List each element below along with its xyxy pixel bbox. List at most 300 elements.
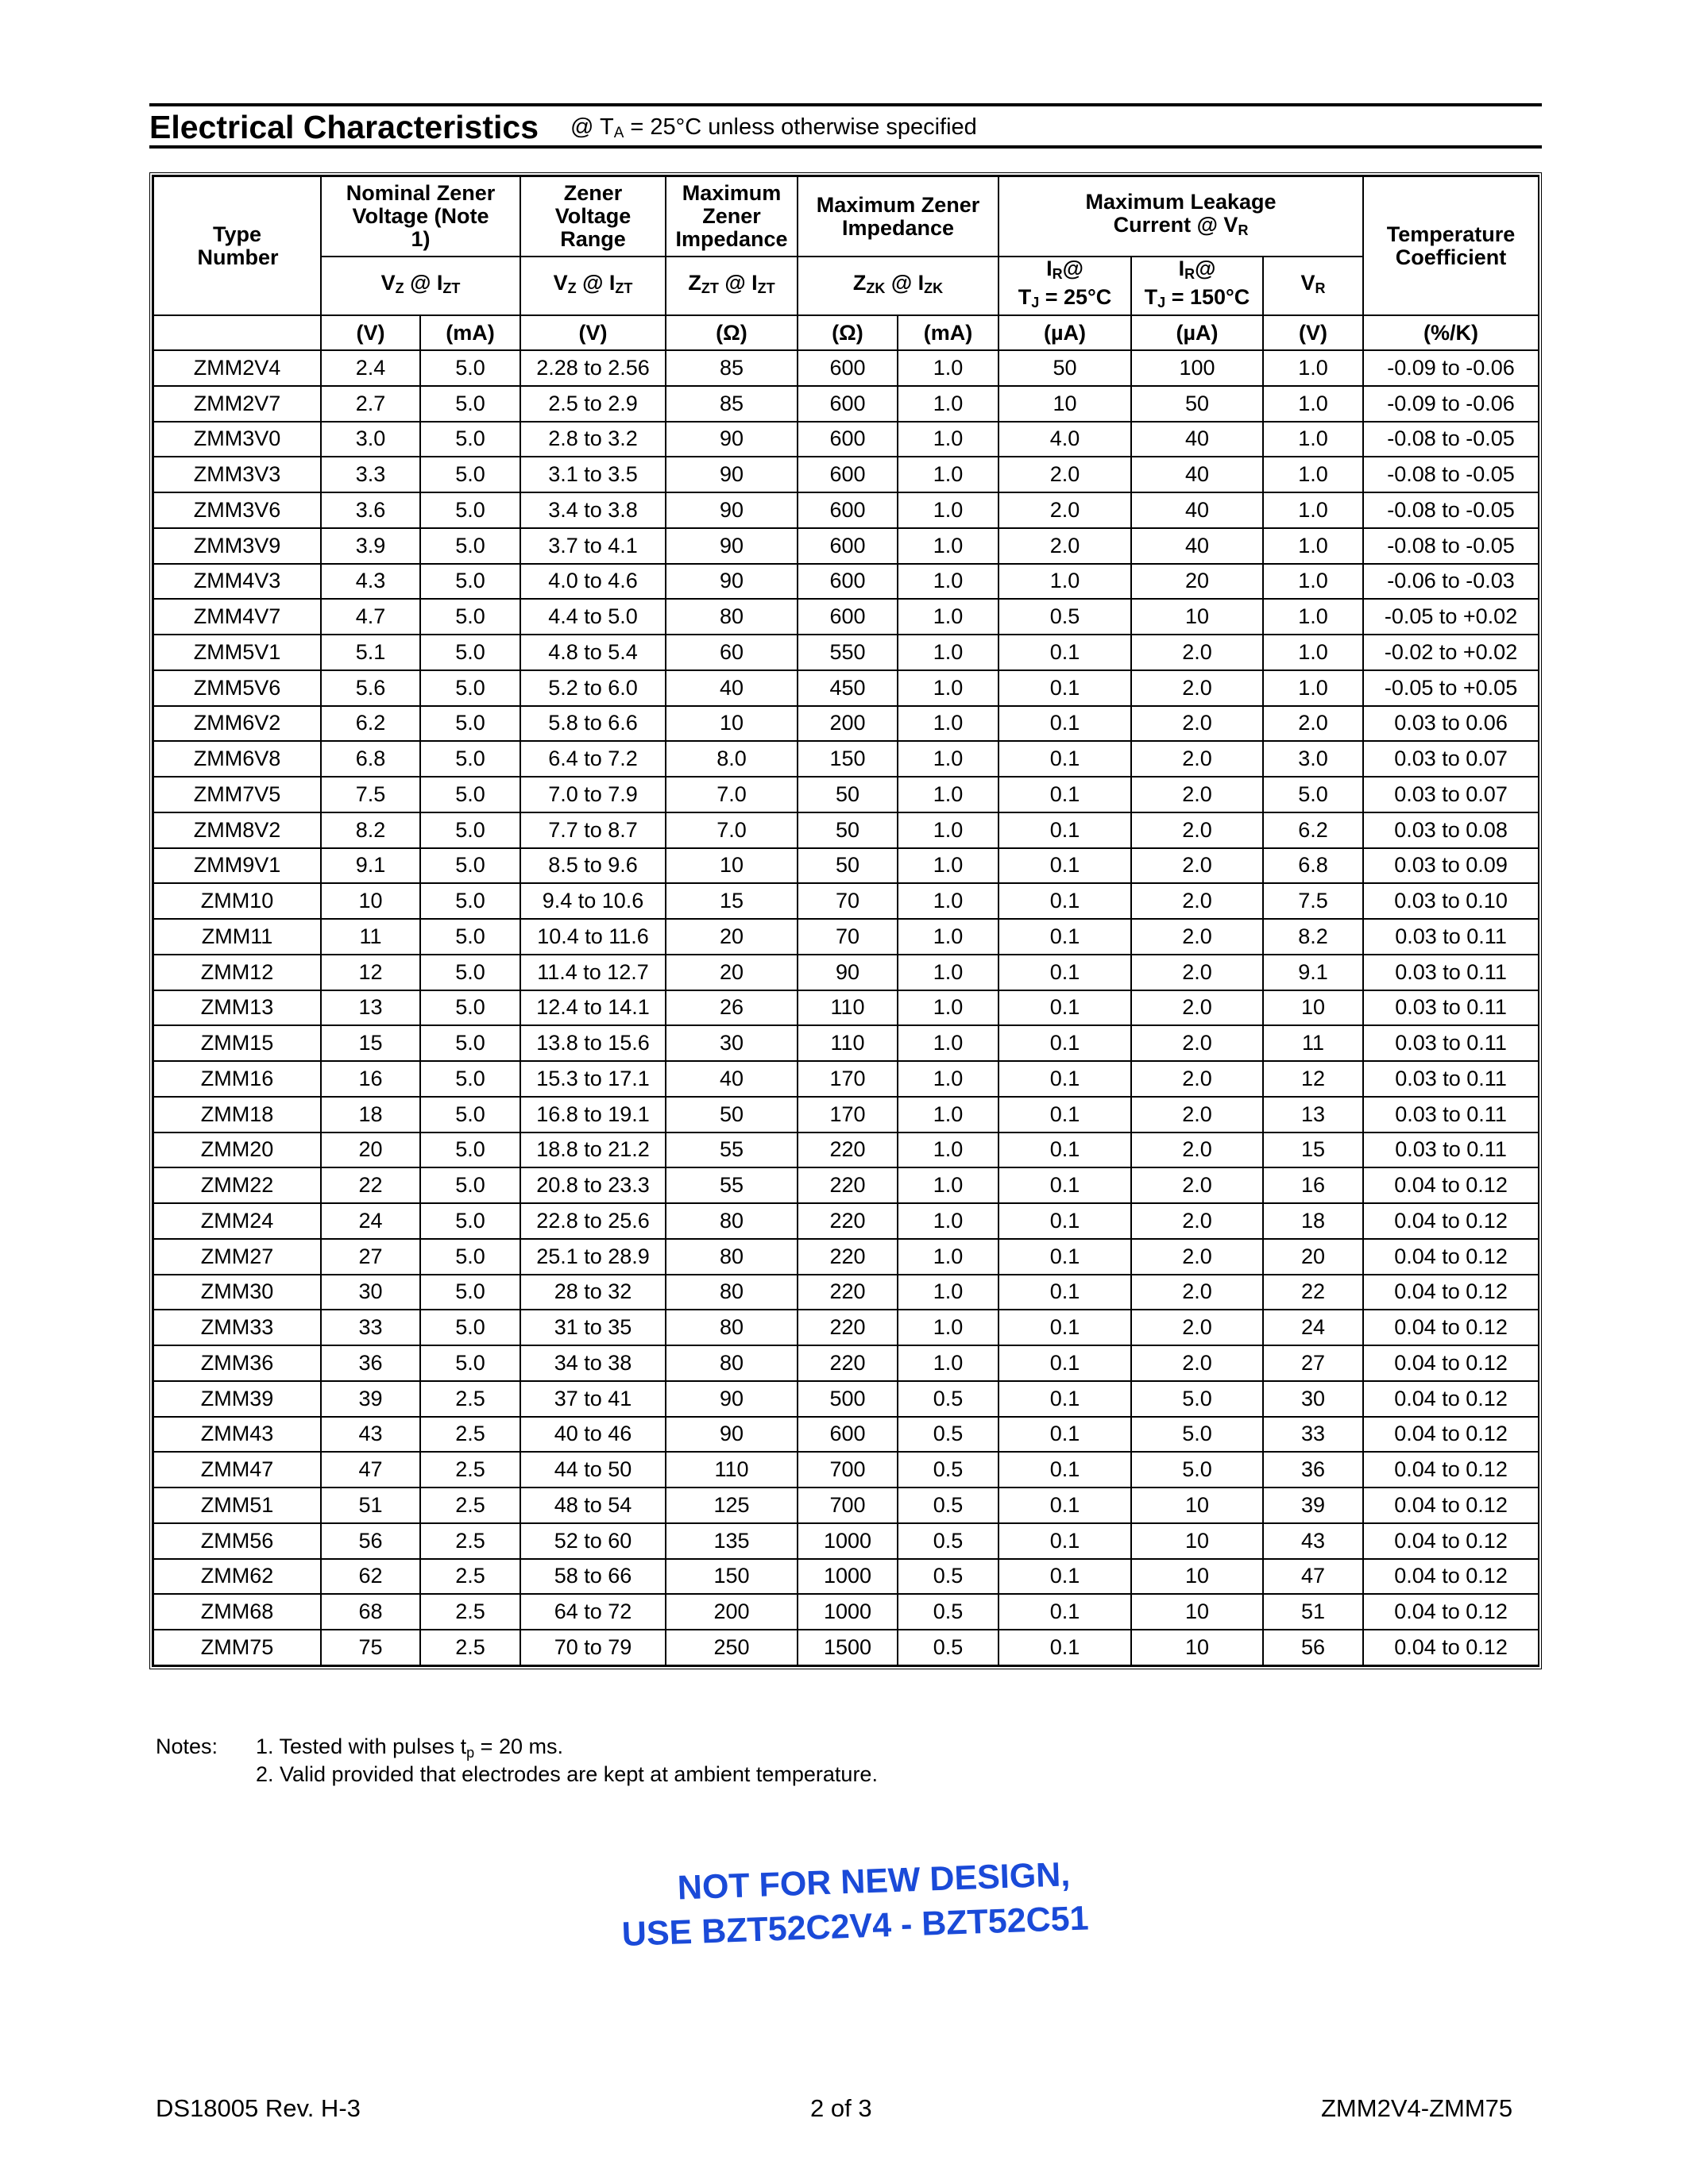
table-cell: 0.04 to 0.12 [1363,1381,1539,1417]
table-cell: 1.0 [1263,492,1363,528]
table-cell: 220 [798,1239,898,1275]
table-cell: 43 [1263,1523,1363,1559]
table-cell: 2.0 [1131,1275,1263,1310]
table-cell: 1.0 [898,919,999,955]
table-cell: 0.1 [999,812,1131,848]
header-rule-bottom [149,145,1542,149]
table-cell: 550 [798,635,898,670]
type-number-cell: ZMM3V3 [153,457,321,492]
unit-cell-blank [153,315,321,350]
table-cell: 500 [798,1381,898,1417]
table-cell: 3.9 [321,528,420,564]
header-type-number: Type Number [153,176,321,315]
table-cell: 0.03 to 0.10 [1363,883,1539,919]
table-cell: 15 [321,1025,420,1061]
table-cell: 150 [666,1559,798,1595]
table-cell: 1.0 [1263,528,1363,564]
table-cell: 47 [1263,1559,1363,1595]
table-cell: 1.0 [898,812,999,848]
table-cell: 1.0 [898,741,999,777]
type-number-cell: ZMM5V6 [153,670,321,706]
table-cell: 2.5 [420,1630,520,1665]
table-row [153,777,1539,812]
notes-label: Notes: [156,1734,218,1758]
table-cell: 2.0 [1131,1061,1263,1097]
table-cell: 34 to 38 [520,1345,666,1381]
table-cell: 5.0 [420,1061,520,1097]
table-cell: 0.04 to 0.12 [1363,1523,1539,1559]
table-cell: 5.0 [1131,1381,1263,1417]
table-cell: 26 [666,990,798,1026]
table-row [153,1097,1539,1133]
table-cell: 50 [1131,386,1263,422]
table-cell: 5.0 [420,741,520,777]
table-cell: 110 [798,1025,898,1061]
table-cell: 600 [798,564,898,600]
table-cell: 15 [666,883,798,919]
table-cell: 2.7 [321,386,420,422]
table-cell: 80 [666,599,798,635]
table-cell: 90 [666,528,798,564]
table-cell: 7.7 to 8.7 [520,812,666,848]
type-number-cell: ZMM2V4 [153,350,321,386]
table-cell: 0.03 to 0.07 [1363,741,1539,777]
table-cell: 24 [321,1203,420,1239]
table-cell: 8.2 [1263,919,1363,955]
table-cell: 5.0 [420,599,520,635]
electrical-characteristics-table [149,172,1542,1669]
table-cell: 16 [321,1061,420,1097]
table-cell: 50 [666,1097,798,1133]
table-cell: 700 [798,1488,898,1523]
unit-cell: (%/K) [1363,315,1539,350]
table-cell: 5.0 [420,1203,520,1239]
table-cell: 0.04 to 0.12 [1363,1310,1539,1345]
table-cell: 220 [798,1310,898,1345]
table-cell: 6.4 to 7.2 [520,741,666,777]
type-number-cell: ZMM15 [153,1025,321,1061]
table-cell: 2.28 to 2.56 [520,350,666,386]
table-cell: 0.1 [999,777,1131,812]
table-cell: 18.8 to 21.2 [520,1133,666,1168]
table-row [153,1488,1539,1523]
table-row [153,1133,1539,1168]
table-cell: 600 [798,599,898,635]
table-cell: 600 [798,350,898,386]
table-cell: 1.0 [1263,635,1363,670]
table-cell: 5.0 [420,1275,520,1310]
table-cell: 2.0 [1131,1345,1263,1381]
table-cell: 2.0 [1131,883,1263,919]
table-cell: 11 [1263,1025,1363,1061]
type-number-cell: ZMM6V2 [153,706,321,742]
table-cell: 0.1 [999,1488,1131,1523]
table-cell: 0.1 [999,883,1131,919]
table-cell: 85 [666,350,798,386]
table-cell: 64 to 72 [520,1594,666,1630]
table-cell: 10 [1131,1488,1263,1523]
table-cell: 5.0 [420,1345,520,1381]
table-cell: 9.1 [1263,955,1363,990]
table-cell: 0.1 [999,1167,1131,1203]
table-cell: 60 [666,635,798,670]
table-cell: 40 [666,670,798,706]
table-cell: 0.04 to 0.12 [1363,1345,1539,1381]
table-cell: 56 [321,1523,420,1559]
table-cell: 1.0 [1263,670,1363,706]
table-cell: 0.03 to 0.06 [1363,706,1539,742]
table-cell: 1.0 [898,883,999,919]
table-cell: 40 [1131,492,1263,528]
table-cell: 30 [666,1025,798,1061]
table-cell: 5.0 [420,1097,520,1133]
table-row [153,1061,1539,1097]
table-cell: 55 [666,1167,798,1203]
type-number-cell: ZMM20 [153,1133,321,1168]
type-number-cell: ZMM30 [153,1275,321,1310]
table-row [153,990,1539,1026]
table-row [153,1167,1539,1203]
table-cell: 43 [321,1417,420,1453]
table-cell: 0.04 to 0.12 [1363,1594,1539,1630]
table-cell: 4.4 to 5.0 [520,599,666,635]
table-row [153,599,1539,635]
table-cell: 40 [666,1061,798,1097]
table-cell: 5.0 [420,883,520,919]
table-cell: 90 [666,492,798,528]
table-cell: 5.0 [420,564,520,600]
table-cell: 0.5 [898,1452,999,1488]
table-cell: -0.08 to -0.05 [1363,492,1539,528]
table-cell: 7.5 [1263,883,1363,919]
table-cell: 22 [321,1167,420,1203]
table-cell: 2.0 [1131,1025,1263,1061]
table-cell: 1.0 [898,564,999,600]
table-cell: 1.0 [999,564,1131,600]
table-cell: 0.03 to 0.11 [1363,1025,1539,1061]
footer-page-number: 2 of 3 [810,2094,872,2122]
table-cell: 0.1 [999,1417,1131,1453]
table-cell: 0.1 [999,1630,1131,1665]
table-cell: 8.5 to 9.6 [520,848,666,884]
subheader-vz-iz-range: $V_Z$ @ $I_{ZT}$ [520,257,666,315]
table-cell: 10 [1131,1630,1263,1665]
table-cell: 0.1 [999,1345,1131,1381]
type-number-cell: ZMM13 [153,990,321,1026]
table-cell: 3.0 [1263,741,1363,777]
table-cell: 20 [1263,1239,1363,1275]
table-cell: 44 to 50 [520,1452,666,1488]
table-cell: 0.03 to 0.11 [1363,1133,1539,1168]
table-cell: 0.5 [898,1488,999,1523]
table-cell: -0.02 to +0.02 [1363,635,1539,670]
table-cell: 16 [1263,1167,1363,1203]
table-cell: 1.0 [898,599,999,635]
table-cell: 5.0 [420,919,520,955]
table-cell: 1.0 [898,1310,999,1345]
table-cell: 0.03 to 0.11 [1363,955,1539,990]
table-cell: 5.0 [420,1310,520,1345]
table-cell: 7.5 [321,777,420,812]
table-cell: 600 [798,528,898,564]
table-cell: 13 [321,990,420,1026]
table-cell: 20 [321,1133,420,1168]
table-cell: 10 [666,848,798,884]
table-cell: 0.1 [999,1133,1131,1168]
table-cell: 1.0 [898,990,999,1026]
table-cell: 2.5 [420,1559,520,1595]
table-cell: 0.1 [999,670,1131,706]
table-cell: 68 [321,1594,420,1630]
table-cell: 0.1 [999,1594,1131,1630]
table-row [153,422,1539,457]
table-cell: 2.0 [1131,706,1263,742]
table-cell: 0.04 to 0.12 [1363,1452,1539,1488]
table-cell: 52 to 60 [520,1523,666,1559]
unit-cell: (V) [520,315,666,350]
table-cell: 5.0 [420,1239,520,1275]
table-cell: 0.03 to 0.11 [1363,990,1539,1026]
table-cell: 56 [1263,1630,1363,1665]
table-cell: 1000 [798,1594,898,1630]
table-cell: 90 [666,422,798,457]
table-cell: 1000 [798,1523,898,1559]
table-cell: 22 [1263,1275,1363,1310]
table-cell: 0.5 [898,1594,999,1630]
table-cell: -0.08 to -0.05 [1363,528,1539,564]
table-row [153,812,1539,848]
table-cell: 0.1 [999,1239,1131,1275]
table-cell: 2.0 [1131,990,1263,1026]
table-cell: 3.1 to 3.5 [520,457,666,492]
table-cell: 1.0 [898,777,999,812]
table-cell: 200 [798,706,898,742]
table-cell: 1.0 [1263,350,1363,386]
table-cell: 0.1 [999,1523,1131,1559]
note-1: 1. Tested with pulses $t_p = 20$ ms. [256,1734,563,1761]
table-cell: -0.05 to +0.02 [1363,599,1539,635]
table-cell: 1.0 [898,1167,999,1203]
table-cell: 0.1 [999,1097,1131,1133]
table-cell: 33 [321,1310,420,1345]
table-cell: 10 [1263,990,1363,1026]
table-cell: 5.0 [1263,777,1363,812]
type-number-cell: ZMM7V5 [153,777,321,812]
table-cell: 3.7 to 4.1 [520,528,666,564]
table-cell: 1.0 [898,955,999,990]
table-cell: 2.0 [999,457,1131,492]
table-cell: 80 [666,1203,798,1239]
table-cell: 5.0 [420,1133,520,1168]
table-cell: 5.0 [420,492,520,528]
table-cell: 10 [1131,1523,1263,1559]
table-cell: 10.4 to 11.6 [520,919,666,955]
table-cell: 1.0 [898,1239,999,1275]
table-cell: 33 [1263,1417,1363,1453]
table-cell: 220 [798,1203,898,1239]
table-cell: 0.04 to 0.12 [1363,1417,1539,1453]
table-cell: 36 [1263,1452,1363,1488]
table-cell: 30 [321,1275,420,1310]
table-cell: 0.04 to 0.12 [1363,1630,1539,1665]
table-cell: 200 [666,1594,798,1630]
table-cell: 10 [1131,599,1263,635]
table-cell: 5.2 to 6.0 [520,670,666,706]
type-number-cell: ZMM10 [153,883,321,919]
table-cell: 0.03 to 0.11 [1363,919,1539,955]
table-row [153,706,1539,742]
table-cell: 2.0 [1263,706,1363,742]
table-cell: 2.5 [420,1488,520,1523]
table-cell: 1500 [798,1630,898,1665]
table-cell: 12.4 to 14.1 [520,990,666,1026]
type-number-cell: ZMM11 [153,919,321,955]
table-cell: 12 [1263,1061,1363,1097]
table-cell: 1.0 [898,528,999,564]
table-cell: 0.1 [999,1275,1131,1310]
table-cell: 8.0 [666,741,798,777]
table-cell: 85 [666,386,798,422]
table-cell: 0.5 [898,1381,999,1417]
table-cell: 1.0 [898,457,999,492]
table-cell: 13 [1263,1097,1363,1133]
table-row [153,1239,1539,1275]
table-cell: 40 [1131,528,1263,564]
stamp-line-1: NOT FOR NEW DESIGN, [677,1855,1071,1908]
table-cell: 40 [1131,457,1263,492]
table-cell: 2.5 to 2.9 [520,386,666,422]
table-cell: 18 [321,1097,420,1133]
table-cell: -0.06 to -0.03 [1363,564,1539,600]
table-row [153,492,1539,528]
table-cell: 5.0 [420,350,520,386]
table-cell: 220 [798,1275,898,1310]
table-cell: 1.0 [898,350,999,386]
type-number-cell: ZMM5V1 [153,635,321,670]
table-cell: 25.1 to 28.9 [520,1239,666,1275]
table-cell: 5.6 [321,670,420,706]
table-cell: 600 [798,386,898,422]
table-cell: 600 [798,422,898,457]
table-cell: 5.0 [1131,1452,1263,1488]
table-cell: 0.04 to 0.12 [1363,1559,1539,1595]
table-row [153,1559,1539,1595]
table-cell: 0.04 to 0.12 [1363,1239,1539,1275]
table-cell: 0.1 [999,706,1131,742]
table-cell: 1.0 [1263,457,1363,492]
table-cell: 5.0 [420,1167,520,1203]
table-row [153,1345,1539,1381]
table-cell: 50 [798,812,898,848]
table-cell: 58 to 66 [520,1559,666,1595]
table-cell: 1.0 [1263,386,1363,422]
table-cell: 51 [321,1488,420,1523]
table-row [153,1594,1539,1630]
table-row [153,386,1539,422]
table-row [153,1203,1539,1239]
table-cell: 5.0 [1131,1417,1263,1453]
type-number-cell: ZMM18 [153,1097,321,1133]
table-cell: 4.0 to 4.6 [520,564,666,600]
type-number-cell: ZMM2V7 [153,386,321,422]
table-row [153,1523,1539,1559]
type-number-cell: ZMM33 [153,1310,321,1345]
type-number-cell: ZMM27 [153,1239,321,1275]
table-cell: 55 [666,1133,798,1168]
unit-cell: (µA) [999,315,1131,350]
type-number-cell: ZMM43 [153,1417,321,1453]
type-number-cell: ZMM9V1 [153,848,321,884]
type-number-cell: ZMM3V6 [153,492,321,528]
table-cell: 90 [798,955,898,990]
section-condition: @ $T_A = 25^\circ C$ unless otherwise specified [570,114,977,141]
table-cell: 13.8 to 15.6 [520,1025,666,1061]
table-body [153,350,1539,1665]
table-cell: 0.5 [898,1559,999,1595]
table-row [153,1417,1539,1453]
table-cell: 0.04 to 0.12 [1363,1203,1539,1239]
type-number-cell: ZMM8V2 [153,812,321,848]
table-cell: 5.0 [420,777,520,812]
unit-cell: (V) [321,315,420,350]
table-cell: 7.0 [666,777,798,812]
table-cell: 11.4 to 12.7 [520,955,666,990]
table-cell: 1.0 [898,1025,999,1061]
table-cell: 0.5 [999,599,1131,635]
table-cell: 0.1 [999,848,1131,884]
note-2: 2. Valid provided that electrodes are kept at ambient temperature. [256,1762,878,1786]
table-cell: 3.4 to 3.8 [520,492,666,528]
table-cell: 1.0 [898,1097,999,1133]
table-cell: 2.5 [420,1417,520,1453]
table-cell: 0.1 [999,1381,1131,1417]
table-cell: 2.5 [420,1452,520,1488]
table-cell: 6.2 [321,706,420,742]
type-number-cell: ZMM68 [153,1594,321,1630]
table-cell: 11 [321,919,420,955]
table-cell: 250 [666,1630,798,1665]
table-row [153,350,1539,386]
table-cell: 4.0 [999,422,1131,457]
table-cell: 2.5 [420,1381,520,1417]
table-cell: 5.0 [420,706,520,742]
table-cell: 2.0 [1131,812,1263,848]
table-cell: 30 [1263,1381,1363,1417]
table-cell: 47 [321,1452,420,1488]
table-cell: 2.0 [999,528,1131,564]
table-cell: 1.0 [898,492,999,528]
table-cell: 5.1 [321,635,420,670]
table-cell: 1.0 [898,670,999,706]
table-cell: 0.5 [898,1417,999,1453]
table-cell: 10 [1131,1594,1263,1630]
units-row [153,315,1539,350]
unit-cell: (Ω) [666,315,798,350]
header-maximum-zener-impedance-zk: Maximum Zener Impedance [798,176,999,257]
table-cell: 0.1 [999,1310,1131,1345]
table-cell: -0.09 to -0.06 [1363,350,1539,386]
table-cell: 2.0 [1131,1167,1263,1203]
table-cell: 40 to 46 [520,1417,666,1453]
subheader-ir-150c: $I_R@$ $T_J = 150^\circ C$ [1131,257,1263,315]
table-cell: 7.0 to 7.9 [520,777,666,812]
table-cell: 12 [321,955,420,990]
table-cell: 80 [666,1310,798,1345]
table-cell: 20 [666,955,798,990]
table-cell: 75 [321,1630,420,1665]
table-cell: 39 [321,1381,420,1417]
table-cell: 2.0 [999,492,1131,528]
